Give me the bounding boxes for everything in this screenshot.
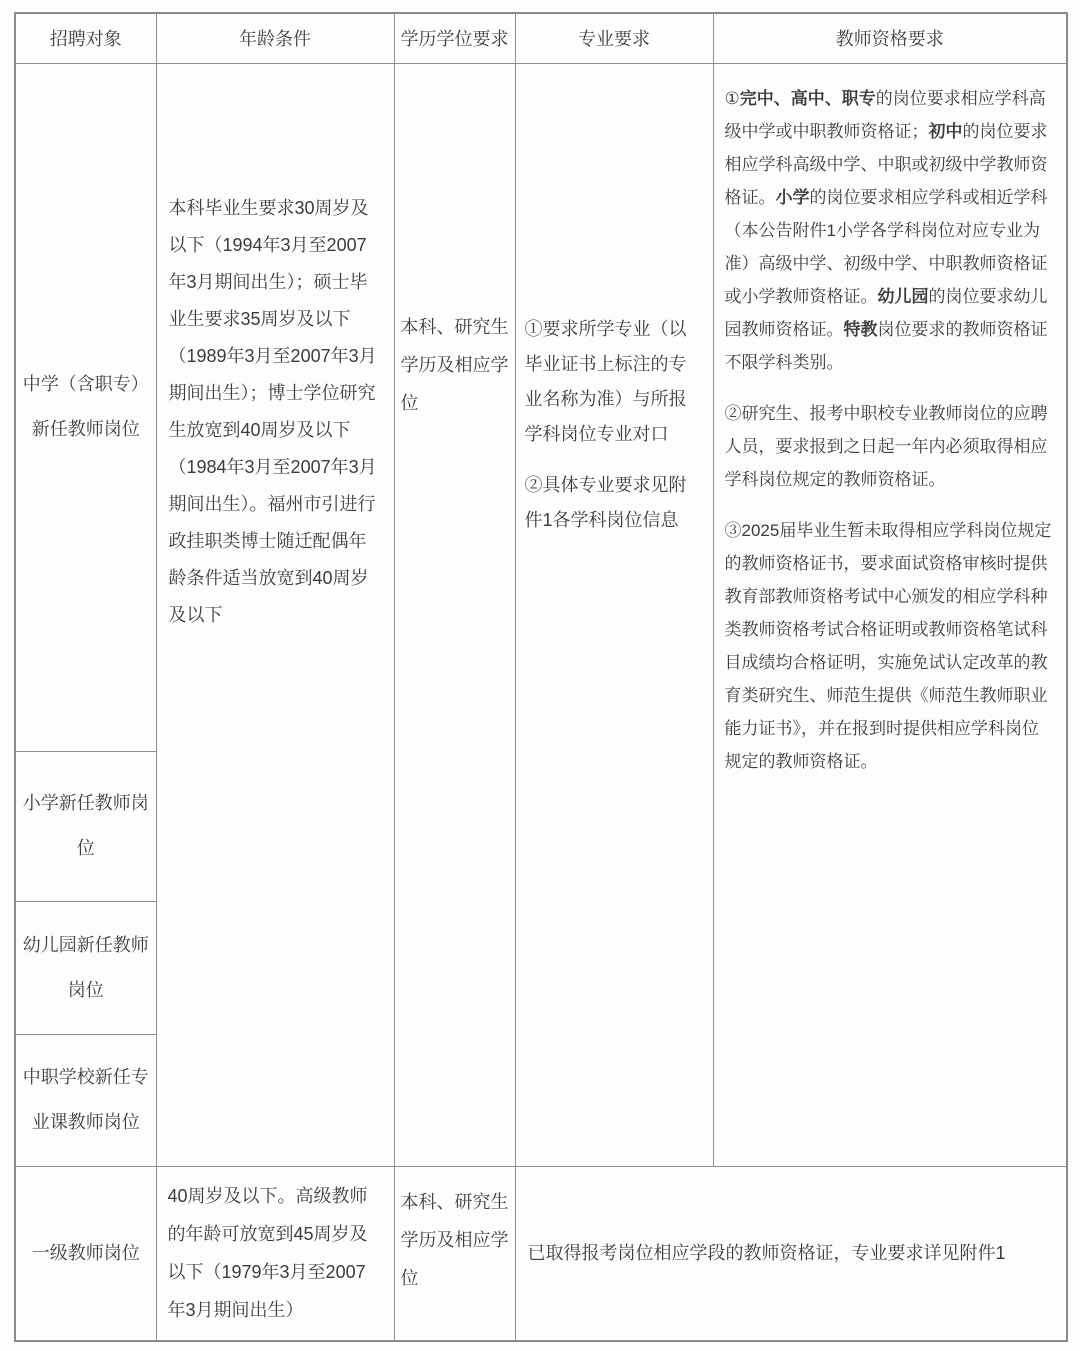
- cell-degree-requirement-first-level: 本科、研究生学历及相应学位: [394, 1166, 515, 1341]
- qualification-paragraph-2: ②研究生、报考中职校专业教师岗位的应聘人员，要求报到之日起一年内必须取得相应学科岗位规定的教师资格证。: [724, 403, 1048, 489]
- cell-qualification-first-level: 已取得报考岗位相应学段的教师资格证，专业要求详见附件1: [515, 1166, 1067, 1341]
- recruitment-requirements-table: [14, 12, 1068, 1342]
- header-row: [15, 13, 1067, 63]
- cell-age-condition-first-level: 40周岁及以下。高级教师的年龄可放宽到45周岁及以下（1979年3月至2007年3月期间出生）: [156, 1166, 394, 1341]
- row-first-level-teacher: [15, 1166, 1067, 1341]
- recruitment-requirements-table-frame: [14, 12, 1068, 1342]
- major-requirement-paragraph-2: ②具体专业要求见附件1各学科岗位信息: [524, 474, 687, 530]
- qualification-paragraph-1: ①完中、高中、职专的岗位要求相应学科高级中学或中职教师资格证；初中的岗位要求相应学科高级中学、中职或初级中学教师资格证。小学的岗位要求相应学科或相近学科（本公告附件1小学各学科岗位对应专业为准）高级中学、初级中学、中职教师资格证或小学教师资格证。幼儿园的岗位要求幼儿园教师资格证。特教岗位要求的教师资格证不限学科类别。: [724, 88, 1048, 372]
- cell-position-vocational-school: 中职学校新任专业课教师岗位: [15, 1034, 156, 1166]
- major-requirement-paragraph-1: ①要求所学专业（以毕业证书上标注的专业名称为准）与所报学科岗位专业对口: [524, 318, 687, 444]
- column-header-recruit-target: 招聘对象: [15, 13, 156, 63]
- cell-age-condition-new-teachers: 本科毕业生要求30周岁及以下（1994年3月至2007年3月期间出生）；硕士毕业生要求35周岁及以下（1989年3月至2007年3月期间出生）；博士学位研究生放宽到40周岁及以下（1984年3月至2007年3月期间出生）。福州市引进行政挂职类博士随迁配偶年龄条件适当放宽到40周岁及以下: [156, 63, 394, 1166]
- qualification-paragraph-3: ③2025届毕业生暂未取得相应学科岗位规定的教师资格证书，要求面试资格审核时提供教育部教师资格考试中心颁发的相应学科种类教师资格考试合格证明或教师资格笔试科目成绩均合格证明，实施免试认定改革的教育类研究生、师范生提供《师范生教师职业能力证书》，并在报到时提供相应学科岗位规定的教师资格证。: [724, 520, 1052, 771]
- cell-position-secondary-school: 中学（含职专）新任教师岗位: [15, 63, 156, 751]
- cell-teacher-qualification-new-teachers: [713, 63, 1067, 1166]
- cell-position-kindergarten: 幼儿园新任教师岗位: [15, 901, 156, 1034]
- column-header-major-requirement: 专业要求: [515, 13, 713, 63]
- column-header-teacher-qualification: 教师资格要求: [713, 13, 1067, 63]
- cell-major-requirement-new-teachers: [515, 63, 713, 1166]
- column-header-age-condition: 年龄条件: [156, 13, 394, 63]
- row-secondary-school: [15, 63, 1067, 751]
- column-header-degree-requirement: 学历学位要求: [394, 13, 515, 63]
- cell-position-primary-school: 小学新任教师岗位: [15, 751, 156, 901]
- cell-position-first-level: 一级教师岗位: [15, 1166, 156, 1341]
- cell-degree-requirement-new-teachers: 本科、研究生学历及相应学位: [394, 63, 515, 1166]
